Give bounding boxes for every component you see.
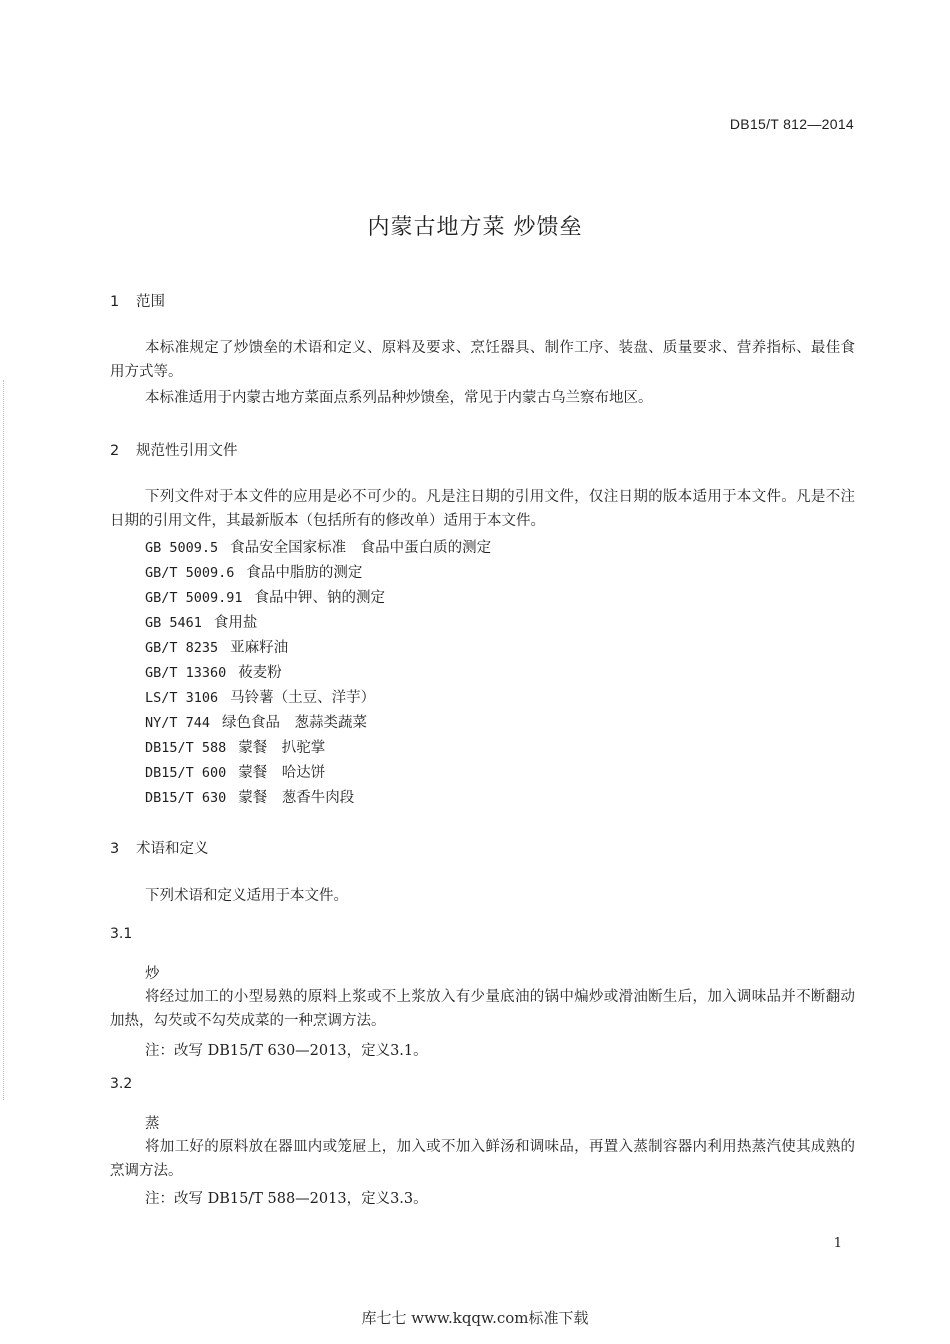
reference-title: 食品中脂肪的测定 xyxy=(246,565,363,581)
reference-title: 蒙餐 葱香牛肉段 xyxy=(238,790,355,806)
reference-code: GB/T 5009.91 xyxy=(145,590,243,606)
term-3-2: 蒸 xyxy=(145,1116,160,1132)
section-3-intro: 下列术语和定义适用于本文件。 xyxy=(145,888,348,904)
reference-title: 蒙餐 哈达饼 xyxy=(238,765,326,781)
reference-item xyxy=(145,661,491,686)
note-label: 注： xyxy=(145,1043,174,1059)
scan-edge-artifact xyxy=(3,380,5,1100)
section-title: 术语和定义 xyxy=(136,841,209,857)
reference-item xyxy=(145,536,491,561)
reference-item xyxy=(145,586,491,611)
reference-code: GB/T 13360 xyxy=(145,665,227,681)
note-3-2 xyxy=(145,1187,428,1208)
term-3-1: 炒 xyxy=(145,966,160,982)
definition-3-1: 将经过加工的小型易熟的原料上浆或不上浆放入有少量底油的锅中煸炒或滑油断生后，加入调味品并不断翻动加热，勾芡或不勾芡成菜的一种烹调方法。 xyxy=(110,989,855,1029)
reference-title: 马铃薯（土豆、洋芋） xyxy=(230,690,376,706)
note-text: 改写 DB15/T 630—2013，定义3.1。 xyxy=(174,1043,428,1059)
reference-code: LS/T 3106 xyxy=(145,690,219,706)
page-number: 1 xyxy=(833,1236,842,1251)
section-title: 范围 xyxy=(136,294,165,310)
reference-code: GB 5009.5 xyxy=(145,540,219,556)
reference-title: 食用盐 xyxy=(213,615,258,631)
section-1-paragraph-2: 本标准适用于内蒙古地方菜面点系列品种炒馈垒，常见于内蒙古乌兰察布地区。 xyxy=(145,390,653,406)
section-1-paragraph-1: 本标准规定了炒馈垒的术语和定义、原料及要求、烹饪器具、制作工序、装盘、质量要求、营养指标、最佳食用方式等。 xyxy=(110,340,855,380)
document-title: 内蒙古地方菜 炒馈垒 xyxy=(367,215,583,240)
reference-code: GB/T 8235 xyxy=(145,640,219,656)
section-2-intro: 下列文件对于本文件的应用是必不可少的。凡是注日期的引用文件，仅注日期的版本适用于本文件。凡是不注日期的引用文件，其最新版本（包括所有的修改单）适用于本文件。 xyxy=(110,489,855,529)
note-3-1 xyxy=(145,1039,428,1060)
section-2-heading xyxy=(110,439,238,460)
site-watermark: 库七七 www.kqqw.com标准下载 xyxy=(361,1309,589,1327)
section-title: 规范性引用文件 xyxy=(136,443,238,459)
reference-title: 绿色食品 葱蒜类蔬菜 xyxy=(222,715,368,731)
reference-item xyxy=(145,761,491,786)
reference-title: 莜麦粉 xyxy=(238,665,282,681)
reference-item xyxy=(145,611,491,636)
document-code: DB15/T 812—2014 xyxy=(729,116,854,132)
note-text: 改写 DB15/T 588—2013，定义3.3。 xyxy=(174,1191,428,1207)
reference-item xyxy=(145,711,491,736)
clause-3-2-number: 3.2 xyxy=(110,1076,133,1092)
reference-code: GB/T 5009.6 xyxy=(145,565,235,581)
normative-reference-list xyxy=(145,536,491,811)
reference-title: 亚麻籽油 xyxy=(230,640,289,656)
reference-item xyxy=(145,686,491,711)
section-1-heading xyxy=(110,290,165,311)
clause-3-1-number: 3.1 xyxy=(110,926,133,942)
reference-code: DB15/T 630 xyxy=(145,790,227,806)
reference-title: 食品安全国家标准 食品中蛋白质的测定 xyxy=(230,540,492,556)
reference-code: GB 5461 xyxy=(145,615,202,631)
reference-item xyxy=(145,786,491,811)
section-3-heading xyxy=(110,837,209,858)
section-number: 1 xyxy=(110,294,120,310)
reference-code: NY/T 744 xyxy=(145,715,211,731)
note-label: 注： xyxy=(145,1191,174,1207)
section-number: 3 xyxy=(110,841,120,857)
reference-item xyxy=(145,636,491,661)
section-number: 2 xyxy=(110,443,120,459)
reference-code: DB15/T 600 xyxy=(145,765,227,781)
definition-3-2: 将加工好的原料放在器皿内或笼屉上，加入或不加入鲜汤和调味品，再置入蒸制容器内利用热蒸汽使其成熟的烹调方法。 xyxy=(110,1139,855,1179)
reference-item xyxy=(145,561,491,586)
reference-code: DB15/T 588 xyxy=(145,740,227,756)
reference-title: 蒙餐 扒驼掌 xyxy=(238,740,326,756)
reference-title: 食品中钾、钠的测定 xyxy=(254,590,386,606)
reference-item xyxy=(145,736,491,761)
